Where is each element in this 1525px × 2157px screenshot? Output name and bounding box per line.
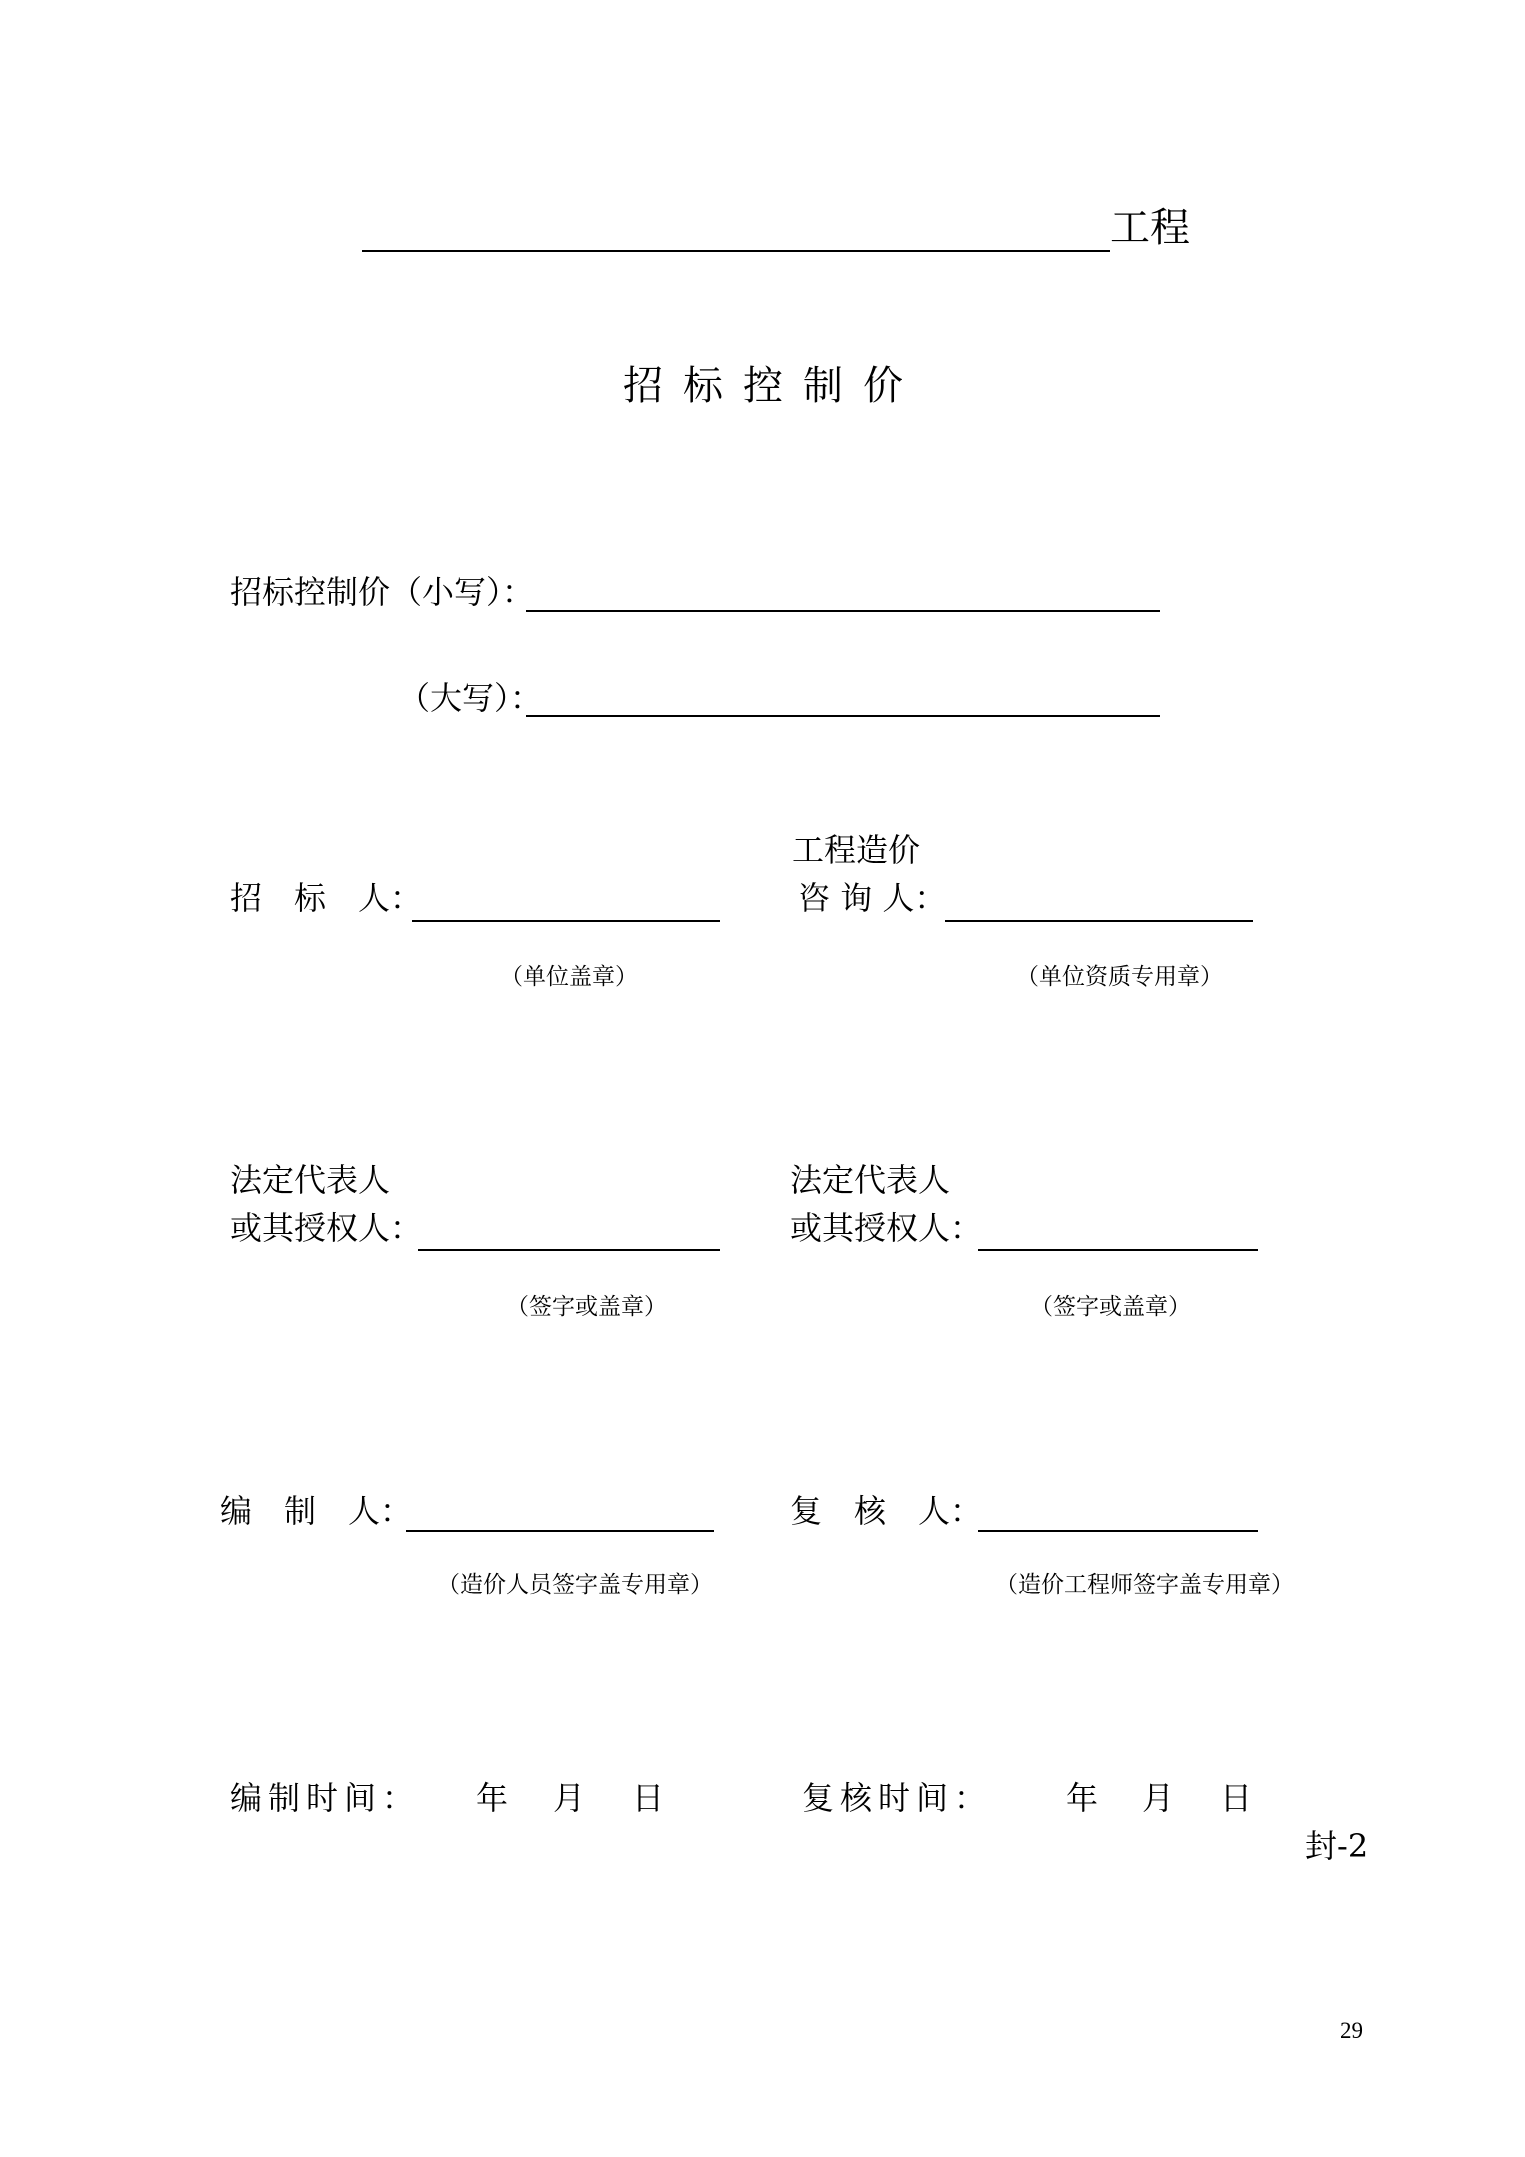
right-rep-line1: 法定代表人 — [790, 1161, 951, 1199]
review-date-label: 复核时间： — [802, 1779, 993, 1817]
consultant-label-line1: 工程造价 — [792, 831, 921, 869]
compiler-label: 编 制 人： — [220, 1492, 413, 1530]
right-rep-blank — [978, 1249, 1258, 1251]
price-lower-label: 招标控制价（小写）： — [230, 573, 535, 611]
compile-day: 日 — [632, 1779, 665, 1817]
project-suffix: 工程 — [1110, 205, 1190, 251]
project-name-blank — [362, 250, 1110, 252]
left-rep-blank — [418, 1249, 720, 1251]
review-day: 日 — [1220, 1779, 1253, 1817]
tenderer-label: 招 标 人： — [230, 879, 423, 917]
compile-date-label: 编制时间： — [230, 1779, 421, 1817]
tenderer-note: （单位盖章） — [500, 964, 638, 990]
consultant-note: （单位资质专用章） — [1016, 964, 1223, 990]
reviewer-note: （造价工程师签字盖专用章） — [995, 1572, 1294, 1598]
page-number: 29 — [1340, 2018, 1363, 2043]
left-rep-note: （签字或盖章） — [506, 1294, 667, 1320]
reviewer-label: 复 核 人： — [790, 1492, 983, 1530]
left-rep-line1: 法定代表人 — [230, 1161, 391, 1199]
compile-year: 年 — [476, 1779, 509, 1817]
compiler-blank — [406, 1530, 714, 1532]
left-rep-line2: 或其授权人： — [230, 1209, 423, 1247]
tenderer-blank — [412, 920, 720, 922]
reviewer-blank — [978, 1530, 1258, 1532]
review-month: 月 — [1142, 1779, 1175, 1817]
consultant-label-line2: 咨 询 人： — [798, 879, 947, 917]
form-code: 封-2 — [1305, 1827, 1369, 1865]
consultant-blank — [945, 920, 1253, 922]
compile-month: 月 — [553, 1779, 586, 1817]
right-rep-note: （签字或盖章） — [1030, 1294, 1191, 1320]
price-upper-label: （大写）： — [398, 679, 543, 717]
right-rep-line2: 或其授权人： — [790, 1209, 983, 1247]
compiler-note: （造价人员签字盖专用章） — [437, 1572, 713, 1598]
document-title: 招标控制价 — [623, 363, 923, 409]
price-lower-blank — [526, 610, 1160, 612]
review-year: 年 — [1066, 1779, 1099, 1817]
price-upper-blank — [526, 715, 1160, 717]
